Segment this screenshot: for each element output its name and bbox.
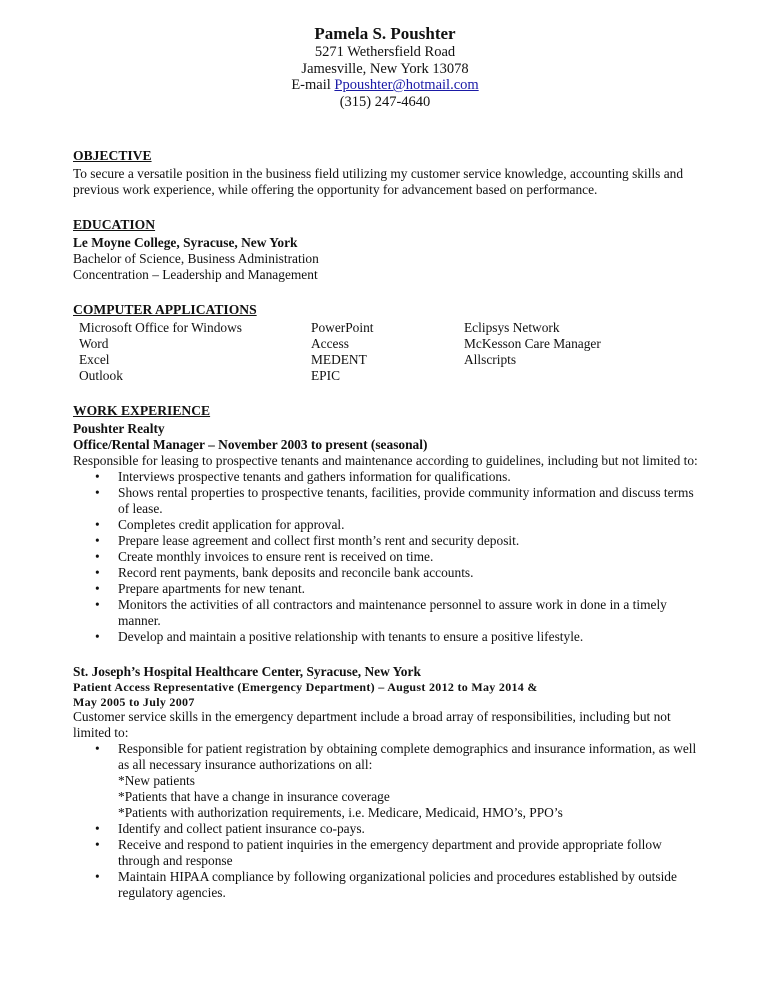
concentration: Concentration – Leadership and Management [73,267,318,282]
resume-page [73,24,703,901]
objective-heading: OBJECTIVE [73,148,152,163]
list-item: • Interviews prospective tenants and gathers information for qualifications. [73,469,703,485]
street-address: 5271 Wethersfield Road [314,44,456,60]
sub-item: *Patients with authorization requirements, i.e. Medicare, Medicaid, HMO’s, PPO’s [118,805,563,820]
job-title-line-2: May 2005 to July 2007 [73,694,195,709]
degree: Bachelor of Science, Business Administration [73,251,319,266]
employer-name: Poushter Realty [73,421,165,436]
job1-duties-list [73,469,703,645]
applicant-name: Pamela S. Poushter [314,24,456,43]
application-item: Excel [79,352,110,367]
city-state-zip: Jamesville, New York 13078 [301,60,469,77]
school-name: Le Moyne College, Syracuse, New York [73,235,298,250]
resume-header [67,24,703,110]
list-item: • Identify and collect patient insurance co-pays. [73,821,703,837]
job-intro: Customer service skills in the emergency department include a broad array of responsibilities, including but not limited to: [73,709,671,740]
sub-item: *Patients that have a change in insurance coverage [118,789,390,804]
list-item: • Receive and respond to patient inquiries in the emergency department and provide appropriate follow through and response [73,837,703,869]
application-item: McKesson Care Manager [464,336,601,351]
list-item: • Completes credit application for approval. [73,517,703,533]
applications-grid [79,320,703,384]
work-experience-heading: WORK EXPERIENCE [73,403,211,418]
job2-duties-list [73,741,703,901]
email-line [67,77,703,94]
application-item: EPIC [311,368,341,383]
applications-column-1 [79,320,311,384]
job-title: Office/Rental Manager – November 2003 to present (seasonal) [73,437,428,452]
applications-column-3 [464,320,664,384]
computer-applications-heading: COMPUTER APPLICATIONS [73,302,257,317]
application-item: Allscripts [464,352,517,367]
application-item: PowerPoint [311,320,374,335]
email-link[interactable]: Ppoushter@hotmail.com [334,77,479,93]
application-item: Microsoft Office for Windows [79,320,242,335]
sub-item: *New patients [118,773,195,788]
objective-text: To secure a versatile position in the business field utilizing my customer service knowledge, accounting skills and previous work experience, while offering the opportunity for advancement based on performance. [73,166,684,197]
list-item: • Develop and maintain a positive relationship with tenants to ensure a positive lifestyle. [73,629,703,645]
application-item: Outlook [79,368,123,383]
application-item: Eclipsys Network [464,320,560,335]
list-item: • Prepare lease agreement and collect first month’s rent and security deposit. [73,533,703,549]
list-item: • Record rent payments, bank deposits and reconcile bank accounts. [73,565,703,581]
employer-name: St. Joseph’s Hospital Healthcare Center, Syracuse, New York [73,664,421,679]
education-heading: EDUCATION [73,217,156,232]
list-item-text: Responsible for patient registration by obtaining complete demographics and insurance information, as well as all necessary insurance authorizations on all: [118,741,697,772]
application-item: MEDENT [311,352,367,367]
list-item: • Create monthly invoices to ensure rent is received on time. [73,549,703,565]
list-item [73,741,703,821]
job-title-line-1: Patient Access Representative (Emergency Department) – August 2012 to May 2014 & [73,680,538,694]
list-item: • Prepare apartments for new tenant. [73,581,703,597]
list-item: • Shows rental properties to prospective tenants, facilities, provide community information and discuss terms of lease. [73,485,703,517]
phone-number: (315) 247-4640 [339,93,431,110]
job-intro: Responsible for leasing to prospective tenants and maintenance according to guidelines, including but not limited to: [73,453,698,468]
application-item: Access [311,336,349,351]
list-item: • Monitors the activities of all contractors and maintenance personnel to assure work in done in a timely manner. [73,597,703,629]
email-label: E-mail [291,77,335,93]
list-item: • Maintain HIPAA compliance by following organizational policies and procedures established by outside regulatory agencies. [73,869,703,901]
applications-column-2 [311,320,464,384]
application-item: Word [79,336,109,351]
